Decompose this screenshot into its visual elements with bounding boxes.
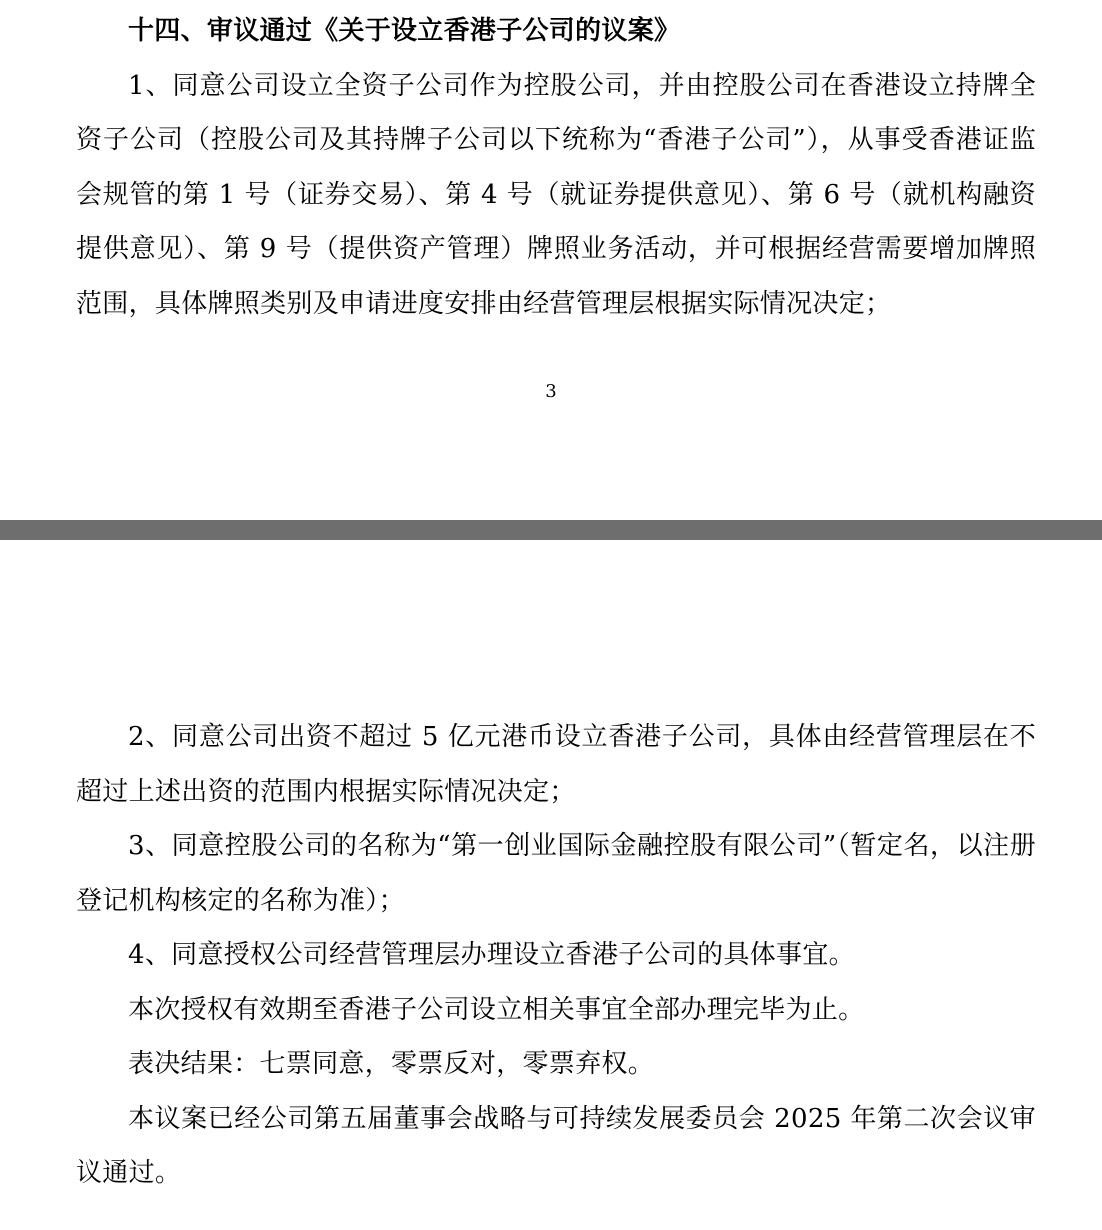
section-heading: 十四、审议通过《关于设立香港子公司的议案》 [128,16,681,46]
paragraph-approval: 本议案已经公司第五届董事会战略与可持续发展委员会 2025 年第二次会议审议通过。 [76,1103,1036,1188]
page-separator [0,520,1102,540]
document-page-bottom [0,540,1102,1230]
paragraph-item-4: 4、同意授权公司经营管理层办理设立香港子公司的具体事宜。 [128,940,855,970]
document-page-top [0,0,1102,520]
page-top-text [76,4,1036,331]
page-bottom-text [76,710,1036,1201]
paragraph-validity: 本次授权有效期至香港子公司设立相关事宜全部办理完毕为止。 [128,994,865,1025]
paragraph-item-1: 1、同意公司设立全资子公司作为控股公司，并由控股公司在香港设立持牌全资子公司（控股公司及其持牌子公司以下统称为“香港子公司”），从事受香港证监会规管的第 1 号（证券交易）、第 4 号（就证券提供意见）、第 6 号（就机构融资提供意见）、第 9 号（提供资产管理）牌照业务活动，并可根据经营需要增加牌照范围，具体牌照类别及申请进度安排由经营管理层根据实际情况决定； [76,70,1036,319]
paragraph-item-3: 3、同意控股公司的名称为“第一创业国际金融控股有限公司”（暂定名，以注册登记机构核定的名称为准）； [76,831,1036,916]
paragraph-item-2: 2、同意公司出资不超过 5 亿元港币设立香港子公司，具体由经营管理层在不超过上述出资的范围内根据实际情况决定； [76,722,1036,807]
paragraph-vote-result: 表决结果：七票同意，零票反对，零票弃权。 [128,1049,655,1079]
page-number: 3 [545,381,557,402]
